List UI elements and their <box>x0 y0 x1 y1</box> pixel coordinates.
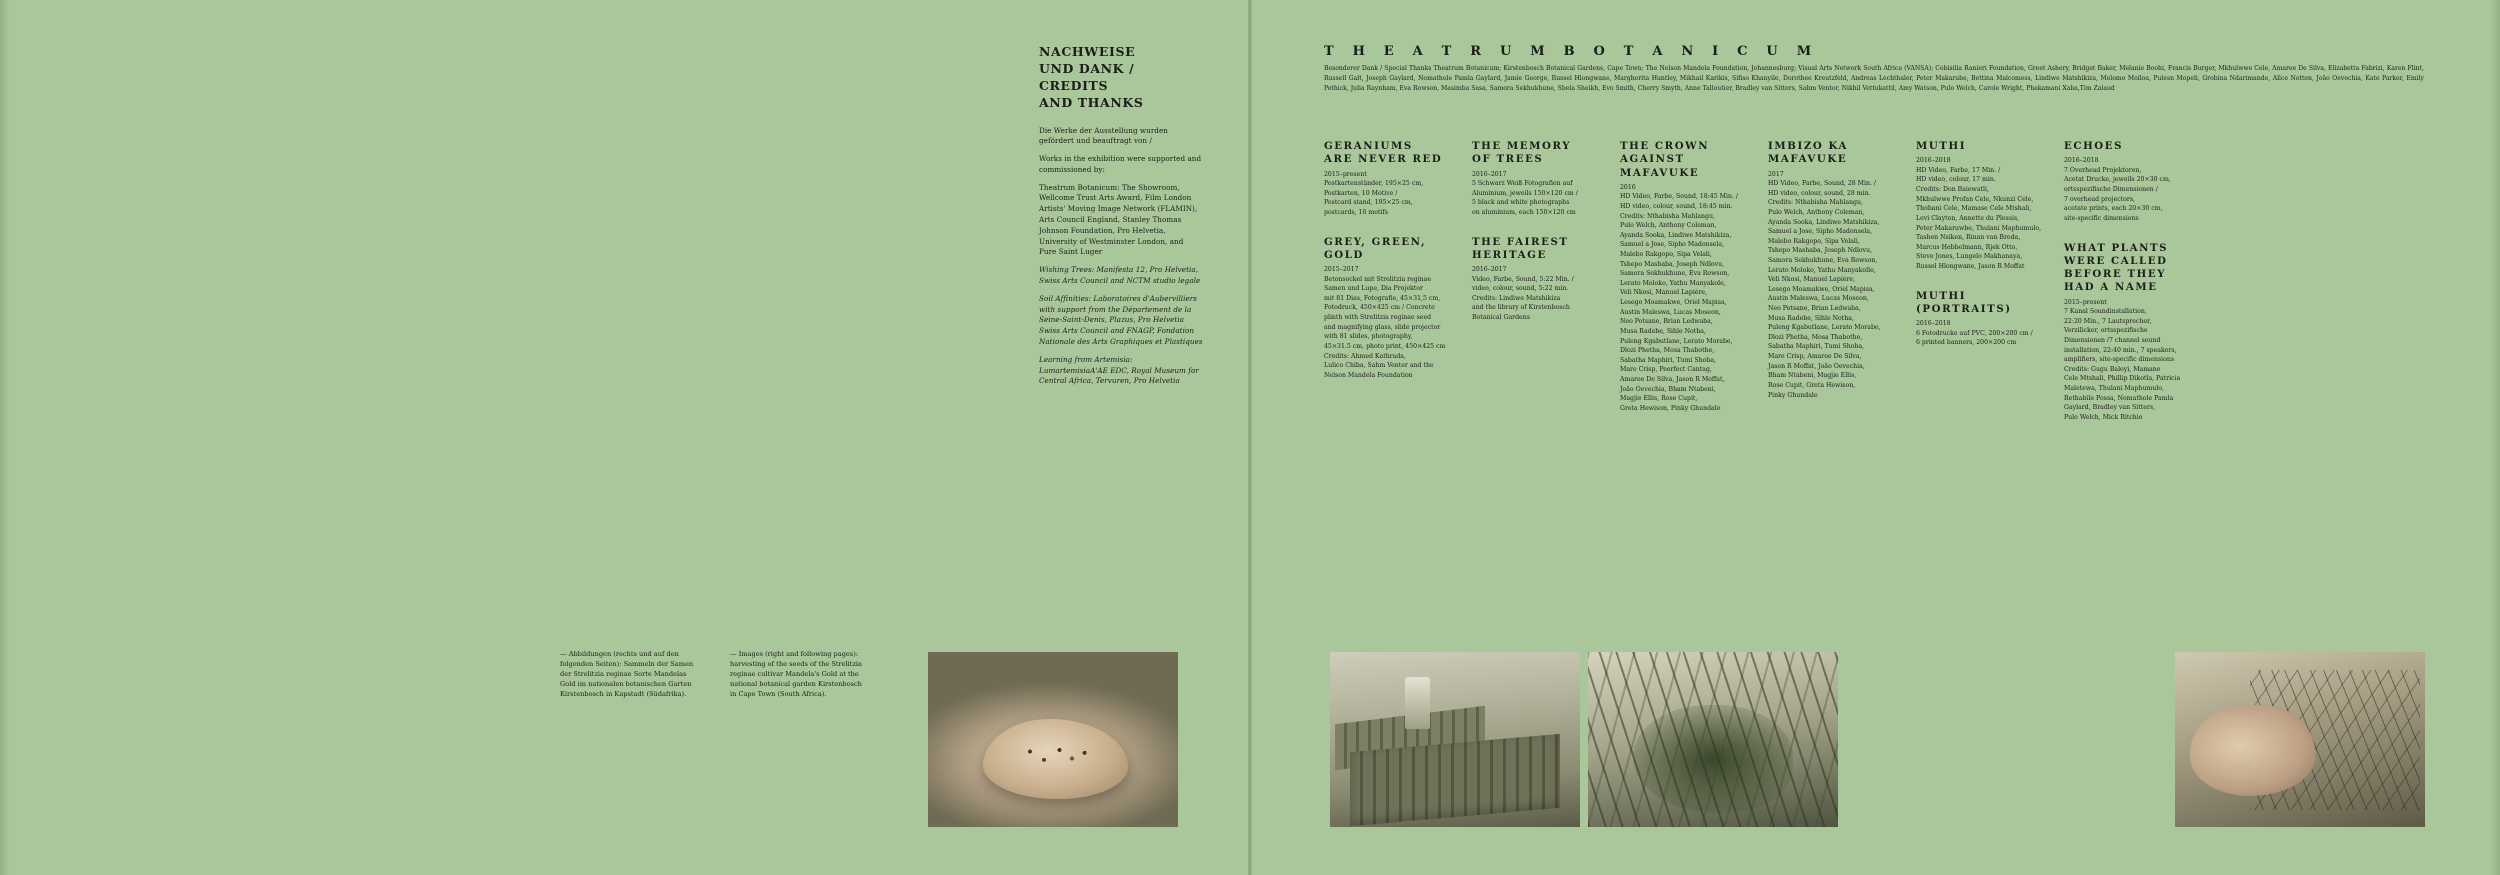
work-title: MUTHI (PORTRAITS) <box>1916 289 2012 315</box>
work-meta: 2015–2017 Betonsockel mit Strelitzia reginae Samen und Lupe, Dia Projektor mit 81 Dias, Fotografie, 45×31,5 cm, Fotodruck, 450×425 cm / Concrete plinth with Strelitzia reginae seed and magnifying glass, slide projector with 81 slides, photography, 45×31.5 cm, photo print, 450×425 cm Credits: Ahmed Kathrada, Lulico Chiba, Sahm Venter and the Nelson Mandela Foundation <box>1324 266 1446 379</box>
works-column <box>1620 140 1758 431</box>
work-entry <box>1620 140 1758 413</box>
photo-seedling-trays <box>1330 652 1580 827</box>
work-title: GERANIUMS ARE NEVER RED <box>1324 140 1443 166</box>
credits-paragraph: Soil Affinities: Laboratoires d'Aubervilliers with support from the Département de la Seine-Saint-Denis, Plazus, Pro Helvetia Swiss Arts Council and FNAGP, Fondation Nationale des Arts Graphiques et Plastiques <box>1039 293 1203 347</box>
photo-hand-with-seeds <box>928 652 1178 827</box>
works-column <box>1768 140 1906 418</box>
page-fold <box>1248 0 1252 875</box>
credits-body <box>1039 126 1203 388</box>
work-entry <box>1916 140 2054 272</box>
credits-title <box>1039 44 1203 112</box>
work-entry <box>2064 242 2224 423</box>
work-meta: 2015–present Postkartenständer, 195×25 cm, Postkarten, 10 Motive / Postcard stand, 195×25 cm, postcards, 10 motifs <box>1324 170 1424 216</box>
work-entry <box>1768 140 1906 400</box>
work-title: ECHOES <box>2064 140 2124 152</box>
credits-title-line: AND THANKS <box>1039 94 1144 110</box>
work-meta: 2016–2018 6 Fotodrucke auf PVC, 200×200 cm / 6 printed banners, 200×200 cm <box>1916 320 2033 347</box>
credits-title-line: CREDITS <box>1039 77 1109 93</box>
credits-paragraph: Theatrum Botanicum: The Showroom, Wellcome Trust Arts Award, Film London Artists' Moving Image Network (FLAMIN), Arts Council England, Stanley Thomas Johnson Foundation, Pro Helvetia, University of Westminster London, and Pure Saint Luger <box>1039 182 1198 257</box>
credits-paragraph: Works in the exhibition were supported and commissioned by: <box>1039 154 1202 174</box>
work-entry <box>2064 140 2224 224</box>
caption-english: — Images (right and following pages): harvesting of the seeds of the Strelitzia reginae cultivar Mandela's Gold at the national botanical garden Kirstenbosch in Cape Town (South Africa). <box>730 650 862 698</box>
work-meta: 2017 HD Video, Farbe, Sound, 28 Min. / HD video, colour, sound, 28 min. Credits: Nthabisha Mahlangu, Pulo Welch, Anthony Coleman, Ayanda Sooka, Lindiwe Matshikiza, Samuel a Jose, Sipho Madonsela, Malebo Rakgopo, Sipa Velali, Tshepo Mashaba, Joseph Ndlovu, Samora Sekhukhune, Eva Rowson, Lerato Moloko, Yathu Manyakolle, Veli Nkosi, Manuel Lapière, Lesego Moamakwe, Oriel Mapisa, Austin Maleswa, Lucas Moseon, Neo Potsane, Brian Ledwaba, Musa Radebe, Sihle Notha, Puleng Kgabutlane, Lerato Morabe, Dlozi Phetha, Mosa Thabothe, Sabatha Maphiri, Tumi Shoba, Mare Crisp, Amaree De Silva, Jason R Moffat, João Oevechia, Bham Ntabeni, Magjie Ellis, Rose Cupit, Greta Hewison, Pinky Ghundale <box>1768 170 1881 399</box>
work-title: THE MEMORY OF TREES <box>1472 140 1572 166</box>
work-meta: 2016 HD Video, Farbe, Sound, 18:45 Min. / HD video, colour, sound, 18:45 min. Credits: Nthabisha Mahlangu, Pulo Welch, Anthony Coleman, Ayanda Sooka, Lindiwe Matshikiza, Samuel a Jose, Sipho Madonsela, Malebo Rakgopo, Sipa Velali, Tshepo Mashaba, Joseph Ndlovu, Samora Sekhukhune, Eva Rowson, Lerato Moloko, Yathu Manyakole, Veli Nkosi, Manuel Lapière, Lesego Moamakwe, Oriel Mapisa, Austin Maleswa, Lucas Moseon, Neo Potsane, Brian Ledwaba, Musa Radebe, Sihle Notha, Puleng Kgabutlane, Lerato Morabe, Dlozi Phetha, Mosa Thabothe, Sabatha Maphiri, Tumi Shoba, Mare Crisp, Peerfect Cantag, Amaree De Silva, Jason R Moffat, João Oevechia, Bham Ntabeni, Magjie Ellis, Rose Cupit, Greta Hewison, Pinky Ghundale <box>1620 183 1738 412</box>
work-title: IMBIZO KA MAFAVUKE <box>1768 140 1849 166</box>
page-title: T H E A T R U M B O T A N I C U M <box>1324 44 1819 59</box>
page-edge-right <box>2490 0 2500 875</box>
works-column <box>1324 140 1462 398</box>
work-title: THE FAIREST HERITAGE <box>1472 235 1569 261</box>
work-entry <box>1472 140 1610 218</box>
credits-title-line: NACHWEISE <box>1039 44 1136 59</box>
credits-paragraph: Wishing Trees: Manifesta 12, Pro Helvetia, Swiss Arts Council and NCTM studio legale <box>1039 265 1201 286</box>
work-meta: 2015–present 7 Kanal Soundinstallation, 22:20 Min., 7 Lautsprecher, Verzilicker, ortsspezifische Dimensionen /7 channel sound installation, 22:40 min., 7 speakers, amplifiers, site-specific dimensions Credits: Gugu Baloyi, Mamane Cele Mtshali, Phillip Dikotla, Patricia Maletewa, Thulani Maphumulo, Rethabile Possa, Nomathole Pamla Gaylard, Bradley van Sitters, Pulo Welch, Mick Ritchie <box>2064 298 2181 421</box>
special-thanks: Besonderer Dank / Special Thanks Theatrum Botanicum; Kirstenbosch Botanical Gardens, Cape Town; The Nelson Mandela Foundation, Johannesburg; Visual Arts Network South Africa (VANSA); Cebisilia Ranieri Foundation, Greet Ashery, Bridget Baker, Melanie Boohi, Francis Burger, Mkhulwwe Cele, Amaree De Silva, Elizabetta Fabrizi, Karen Flint, Russell Galt, Joseph Gaylard, Nomathole Pamla Gaylard, Jamie George, Russel Hlongwane, Margherita Huntley, Mikhail Karikis, Sifiso Khanyile, Dorothee Kreutzfeld, Andreas Lechthaler, Peter Makarube, Bettina Malcomess, Lindiwe Matshikiza, Melomo Moiloa, Pulesn Mopeli, Grobina Ndarimande, Alice Notten, João Oevechia, Kate Parker, Emily Pethick, Julia Raynham, Eva Rowson, Masimba Sasa, Samora Sekhukhune, Sbela Sheikh, Evo Smith, Cherry Smyth, Anne Talloutier, Bradley van Sitters, Sabm Ventor, Nikhil Vettukattil, Amy Watson, Pulo Welch, Carole Wright, Phakamani Xaba,Tim Zalaud <box>1324 65 2424 92</box>
work-title: WHAT PLANTS WERE CALLED BEFORE THEY HAD A NAME <box>2064 241 2169 294</box>
page-edge-left <box>0 0 10 875</box>
work-title: THE CROWN AGAINST MAFAVUKE <box>1620 140 1710 179</box>
credits-paragraph: Die Werke der Ausstellung wurden gefördert und beauftragt von / <box>1039 125 1168 146</box>
photo-hands-with-roots <box>2175 652 2425 827</box>
work-title: GREY, GREEN, GOLD <box>1324 235 1427 261</box>
credits-title-line: UND DANK / <box>1039 60 1135 76</box>
work-meta: 2016–2017 5 Schwarz Weiß Fotografien auf Aluminium, jeweils 150×120 cm / 5 black and white photographs on aluminium, each 150×120 cm <box>1472 170 1578 216</box>
work-entry <box>1324 140 1462 218</box>
work-entry <box>1324 236 1462 381</box>
caption-german: — Abbildungen (rechts und auf den folgenden Seiten): Sammeln der Samen der Strelitzia reginae Sorte Mandelas Gold im nationalen botanischen Garten Kirstenbosch in Kapstadt (Südafrika). <box>560 650 694 698</box>
work-title: MUTHI <box>1916 140 1967 152</box>
work-meta: 2016–2018 7 Overhead Projektoren, Acetat Drucke, jeweils 20×30 cm, ortsspezifische Dimensionen / 7 overhead projectors, acetate prints, each 20×30 cm, site-specific dimensions <box>2064 157 2171 222</box>
photo-plant-stems <box>1588 652 1838 827</box>
work-entry <box>1916 290 2054 348</box>
credits-column <box>1039 44 1203 394</box>
works-column <box>2064 140 2224 440</box>
work-meta: 2016–2017 Video, Farbe, Sound, 5:22 Min. / video, colour, sound, 5:22 min. Credits: Lindiwe Matshikiza and the library of Kirstenbosch Botanical Gardens <box>1472 266 1574 322</box>
works-column <box>1916 140 2054 366</box>
credits-paragraph: Learning from Artemisia: LumartemisiaA'AE EDC, Royal Museum for Central Africa, Tervuren, Pro Helvetia <box>1039 354 1199 386</box>
work-meta: 2016–2018 HD Video, Farbe, 17 Min. / HD video, colour, 17 min. Credits: Don Baiewatli, Mkhulwwe Profan Cele, Nkunzi Cele, Thobani Cele, Mamase Cele Mtshali, Levi Clayton, Annette du Plessis, Peter Makaruwbe, Thulani Maphumulo, Tashen Nsiken, Rinan van Breda, Marcus Hebbelmann, Rjek Otto, Steve Jones, Lungelo Makhanaya, Russel Hlongwane, Jason R Moffat <box>1916 157 2042 270</box>
works-column <box>1472 140 1610 341</box>
work-entry <box>1472 236 1610 323</box>
